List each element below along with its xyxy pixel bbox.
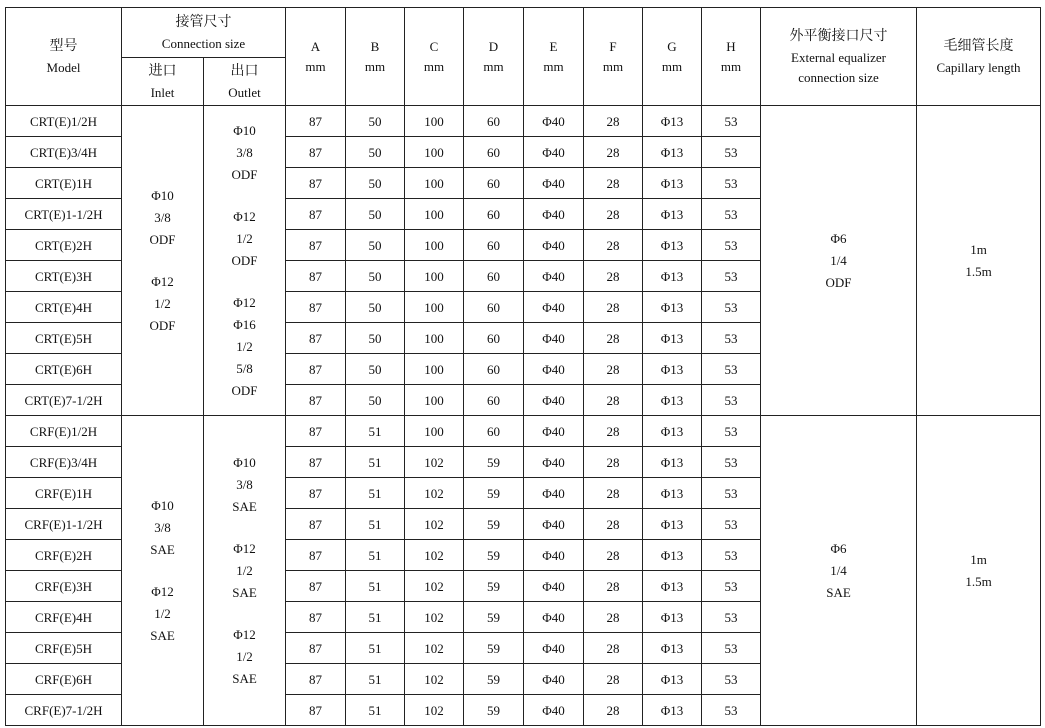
outlet-cell-line: ODF — [231, 252, 258, 268]
outlet-cell-line: 3/8 — [236, 144, 253, 160]
model-cell: CRF(E)1-1/2H — [6, 509, 122, 540]
outlet-cell-line: 1/2 — [236, 562, 253, 578]
dim-letter: E — [549, 38, 558, 54]
dim-value-cell: Φ40 — [524, 199, 584, 230]
model-cell: CRT(E)5H — [6, 323, 122, 354]
dim-value-cell: 50 — [346, 106, 405, 137]
outlet-cell-line: 1/2 — [236, 648, 253, 664]
dim-value-cell: 87 — [286, 137, 346, 168]
dim-value-cell: Φ40 — [524, 416, 584, 447]
dim-value-cell: 28 — [584, 261, 643, 292]
dim-value-cell: Φ40 — [524, 230, 584, 261]
dim-value-cell: 50 — [346, 261, 405, 292]
dim-value-cell: 59 — [464, 571, 524, 602]
inlet-cell-line: Φ10 — [151, 187, 174, 203]
equalizer-cell-line: Φ6 — [830, 230, 847, 246]
model-cell: CRF(E)2H — [6, 540, 122, 571]
model-cell: CRF(E)4H — [6, 602, 122, 633]
dim-value-cell: Φ40 — [524, 137, 584, 168]
model-cell: CRT(E)3/4H — [6, 137, 122, 168]
equalizer-cell-line: ODF — [825, 274, 852, 290]
inlet-cell-line — [122, 251, 203, 271]
dim-value-cell: 28 — [584, 106, 643, 137]
dim-value-cell: 51 — [346, 695, 405, 726]
capillary-cell-line: 1m — [970, 241, 987, 257]
capillary-cell — [917, 106, 1041, 416]
outlet-cell-line — [204, 186, 285, 206]
dim-value-cell: Φ40 — [524, 385, 584, 416]
dim-value-cell: Φ40 — [524, 664, 584, 695]
inlet-cell-line — [122, 561, 203, 581]
dim-unit: mm — [423, 58, 445, 74]
dim-value-cell: 102 — [405, 478, 464, 509]
equalizer-cell-line: 1/4 — [830, 252, 847, 268]
model-cell: CRT(E)1-1/2H — [6, 199, 122, 230]
inlet-cell-line: Φ12 — [151, 583, 174, 599]
dim-value-cell: 60 — [464, 416, 524, 447]
outlet-cell-line: ODF — [231, 166, 258, 182]
inlet-cell-line: 1/2 — [154, 605, 171, 621]
dim-value-cell: Φ13 — [643, 664, 702, 695]
dim-value-cell: 100 — [405, 354, 464, 385]
equalizer-cell — [761, 106, 917, 416]
dim-value-cell: 53 — [702, 602, 761, 633]
dim-value-cell: 100 — [405, 323, 464, 354]
dim-value-cell: 59 — [464, 695, 524, 726]
inlet-cell — [122, 106, 204, 416]
inlet-header-en: Inlet — [150, 84, 175, 100]
dim-value-cell: Φ13 — [643, 602, 702, 633]
equalizer-cell-line: Φ6 — [830, 540, 847, 556]
inlet-cell-line: ODF — [149, 317, 176, 333]
equalizer-cell-line: 1/4 — [830, 562, 847, 578]
dim-value-cell: Φ40 — [524, 447, 584, 478]
model-header — [6, 8, 122, 106]
model-cell: CRT(E)3H — [6, 261, 122, 292]
model-cell: CRT(E)2H — [6, 230, 122, 261]
dim-value-cell: Φ13 — [643, 478, 702, 509]
capillary-header — [917, 8, 1041, 106]
inlet-cell-line: 3/8 — [154, 209, 171, 225]
dim-unit: mm — [483, 58, 504, 74]
equalizer-cell-line: SAE — [826, 584, 851, 600]
dim-value-cell: 87 — [286, 230, 346, 261]
model-cell: CRF(E)7-1/2H — [6, 695, 122, 726]
dim-value-cell: 87 — [286, 385, 346, 416]
dim-value-cell: 28 — [584, 199, 643, 230]
dim-value-cell: Φ13 — [643, 323, 702, 354]
capillary-header-en: Capillary length — [936, 59, 1021, 75]
inlet-cell-line: 3/8 — [154, 519, 171, 535]
outlet-cell-line: Φ10 — [233, 122, 256, 138]
inlet-cell-line: SAE — [150, 627, 175, 643]
dim-value-cell: 53 — [702, 478, 761, 509]
model-cell: CRF(E)3H — [6, 571, 122, 602]
model-cell: CRF(E)1H — [6, 478, 122, 509]
inlet-cell-line: Φ10 — [151, 497, 174, 513]
dim-value-cell: 87 — [286, 354, 346, 385]
dim-value-cell: 59 — [464, 478, 524, 509]
dim-value-cell: Φ13 — [643, 106, 702, 137]
dim-letter: B — [370, 38, 380, 54]
dim-value-cell: 100 — [405, 168, 464, 199]
outlet-cell-line: ODF — [231, 382, 258, 398]
dim-value-cell: 28 — [584, 571, 643, 602]
dim-value-cell: 53 — [702, 323, 761, 354]
equalizer-header-en2: connection size — [798, 69, 879, 85]
dim-value-cell: 59 — [464, 509, 524, 540]
capillary-cell-line: 1.5m — [965, 573, 992, 589]
capillary-cell-line: 1.5m — [965, 263, 992, 279]
dim-value-cell: 100 — [405, 199, 464, 230]
dim-unit: mm — [364, 58, 386, 74]
outlet-cell-line: Φ12 — [233, 294, 256, 310]
dim-value-cell: 50 — [346, 168, 405, 199]
inlet-header — [122, 58, 204, 106]
dim-value-cell: 53 — [702, 571, 761, 602]
equalizer-header — [761, 8, 917, 106]
dim-value-cell: 87 — [286, 261, 346, 292]
dim-value-cell: 60 — [464, 168, 524, 199]
dim-value-cell: 51 — [346, 447, 405, 478]
dim-value-cell: 51 — [346, 509, 405, 540]
dim-value-cell: 60 — [464, 230, 524, 261]
dim-value-cell: 50 — [346, 137, 405, 168]
dim-letter: C — [429, 38, 439, 54]
dim-value-cell: 100 — [405, 385, 464, 416]
dim-value-cell: Φ40 — [524, 106, 584, 137]
dim-value-cell: 53 — [702, 447, 761, 478]
outlet-cell-line: 1/2 — [236, 230, 253, 246]
dim-value-cell: Φ40 — [524, 168, 584, 199]
dim-value-cell: 102 — [405, 509, 464, 540]
equalizer-header-en1: External equalizer — [791, 49, 886, 65]
dim-value-cell: 53 — [702, 168, 761, 199]
outlet-cell-line: 1/2 — [236, 338, 253, 354]
connection-size-header — [122, 8, 286, 58]
dim-value-cell: 60 — [464, 137, 524, 168]
outlet-header — [204, 58, 286, 106]
dim-value-cell: Φ13 — [643, 416, 702, 447]
dim-value-cell: 28 — [584, 695, 643, 726]
dim-value-cell: 60 — [464, 261, 524, 292]
dim-value-cell: 87 — [286, 199, 346, 230]
dim-value-cell: 28 — [584, 292, 643, 323]
dim-header-e — [524, 8, 584, 106]
dim-value-cell: 59 — [464, 664, 524, 695]
outlet-cell-line: Φ12 — [233, 540, 256, 556]
inlet-cell-line: SAE — [150, 541, 175, 557]
dim-value-cell: 60 — [464, 385, 524, 416]
dim-value-cell: 87 — [286, 540, 346, 571]
dim-value-cell: 100 — [405, 106, 464, 137]
outlet-cell-line — [204, 604, 285, 624]
dim-value-cell: 28 — [584, 540, 643, 571]
dim-value-cell: 59 — [464, 602, 524, 633]
dim-value-cell: Φ13 — [643, 571, 702, 602]
dim-value-cell: 51 — [346, 633, 405, 664]
dim-value-cell: 28 — [584, 230, 643, 261]
dim-letter: D — [488, 38, 499, 54]
equalizer-header-cn: 外平衡接口尺寸 — [789, 28, 888, 44]
dim-value-cell: 53 — [702, 509, 761, 540]
dim-value-cell: Φ13 — [643, 261, 702, 292]
dim-value-cell: 60 — [464, 106, 524, 137]
dim-header-h — [702, 8, 761, 106]
dim-value-cell: 51 — [346, 478, 405, 509]
dim-value-cell: 100 — [405, 292, 464, 323]
dim-value-cell: Φ13 — [643, 447, 702, 478]
model-cell: CRF(E)3/4H — [6, 447, 122, 478]
dim-value-cell: 87 — [286, 571, 346, 602]
dim-value-cell: Φ40 — [524, 292, 584, 323]
dim-value-cell: 59 — [464, 633, 524, 664]
dim-value-cell: 60 — [464, 292, 524, 323]
dim-value-cell: 87 — [286, 509, 346, 540]
dim-header-c — [405, 8, 464, 106]
dim-unit: mm — [543, 58, 564, 74]
dim-value-cell: 53 — [702, 137, 761, 168]
dim-value-cell: 53 — [702, 416, 761, 447]
dim-value-cell: 51 — [346, 664, 405, 695]
dim-value-cell: Φ13 — [643, 354, 702, 385]
dim-value-cell: 51 — [346, 540, 405, 571]
inlet-cell-line: ODF — [149, 231, 176, 247]
dim-value-cell: Φ13 — [643, 385, 702, 416]
model-cell: CRT(E)1H — [6, 168, 122, 199]
dim-value-cell: Φ13 — [643, 199, 702, 230]
dim-value-cell: 50 — [346, 230, 405, 261]
dim-value-cell: 87 — [286, 447, 346, 478]
dim-header-b — [346, 8, 405, 106]
dim-value-cell: 87 — [286, 478, 346, 509]
dim-value-cell: Φ13 — [643, 230, 702, 261]
dim-value-cell: 53 — [702, 354, 761, 385]
dim-value-cell: 100 — [405, 416, 464, 447]
dim-value-cell: 60 — [464, 199, 524, 230]
model-cell: CRT(E)1/2H — [6, 106, 122, 137]
dim-value-cell: 87 — [286, 633, 346, 664]
dim-value-cell: 28 — [584, 602, 643, 633]
dim-value-cell: 53 — [702, 664, 761, 695]
dim-value-cell: Φ40 — [524, 478, 584, 509]
dim-value-cell: 28 — [584, 416, 643, 447]
outlet-cell-line: 5/8 — [236, 360, 253, 376]
inlet-cell-line: 1/2 — [154, 295, 171, 311]
dim-value-cell: 50 — [346, 354, 405, 385]
outlet-cell-line: SAE — [232, 670, 257, 686]
dim-value-cell: 50 — [346, 292, 405, 323]
dim-value-cell: Φ40 — [524, 602, 584, 633]
model-header-cn: 型号 — [49, 38, 78, 54]
dim-value-cell: Φ40 — [524, 633, 584, 664]
inlet-header-cn: 进口 — [148, 63, 177, 79]
dim-value-cell: 28 — [584, 633, 643, 664]
dim-value-cell: 87 — [286, 664, 346, 695]
dim-value-cell: Φ40 — [524, 323, 584, 354]
capillary-cell-line: 1m — [970, 551, 987, 567]
table-row — [6, 416, 1041, 447]
dim-letter: H — [726, 38, 736, 54]
dim-value-cell: 59 — [464, 540, 524, 571]
dim-header-a — [286, 8, 346, 106]
spec-table — [5, 7, 1041, 726]
dim-value-cell: 51 — [346, 416, 405, 447]
outlet-cell-line: Φ12 — [233, 626, 256, 642]
dim-value-cell: Φ40 — [524, 261, 584, 292]
dim-value-cell: 87 — [286, 106, 346, 137]
dim-value-cell: 53 — [702, 540, 761, 571]
dim-value-cell: 87 — [286, 292, 346, 323]
dim-value-cell: 102 — [405, 633, 464, 664]
dim-value-cell: 50 — [346, 385, 405, 416]
model-cell: CRT(E)6H — [6, 354, 122, 385]
dim-header-d — [464, 8, 524, 106]
dim-unit: mm — [661, 58, 683, 74]
dim-value-cell: 28 — [584, 137, 643, 168]
dim-value-cell: Φ40 — [524, 571, 584, 602]
outlet-cell-line: 3/8 — [236, 476, 253, 492]
outlet-cell — [204, 416, 286, 726]
dim-value-cell: 51 — [346, 602, 405, 633]
model-cell: CRF(E)5H — [6, 633, 122, 664]
dim-value-cell: Φ40 — [524, 354, 584, 385]
model-cell: CRT(E)4H — [6, 292, 122, 323]
table-header — [6, 8, 1041, 106]
dim-value-cell: 60 — [464, 354, 524, 385]
equalizer-cell — [761, 416, 917, 726]
dim-value-cell: 59 — [464, 447, 524, 478]
outlet-cell — [204, 106, 286, 416]
table-body — [6, 106, 1041, 726]
dim-value-cell: 50 — [346, 199, 405, 230]
dim-letter: A — [310, 38, 321, 54]
dim-letter: F — [609, 38, 617, 54]
dim-value-cell: 28 — [584, 323, 643, 354]
dim-value-cell: 28 — [584, 509, 643, 540]
connection-size-header-en: Connection size — [161, 35, 246, 51]
dim-value-cell: 87 — [286, 695, 346, 726]
dim-value-cell: Φ13 — [643, 137, 702, 168]
dim-unit: mm — [720, 58, 742, 74]
dim-value-cell: 53 — [702, 230, 761, 261]
dim-letter: G — [667, 38, 677, 54]
dim-value-cell: Φ40 — [524, 695, 584, 726]
dim-value-cell: 53 — [702, 385, 761, 416]
dim-value-cell: 28 — [584, 354, 643, 385]
dim-value-cell: 28 — [584, 385, 643, 416]
dim-value-cell: Φ13 — [643, 168, 702, 199]
connection-size-header-cn: 接管尺寸 — [175, 14, 232, 30]
model-cell: CRT(E)7-1/2H — [6, 385, 122, 416]
dim-value-cell: 102 — [405, 664, 464, 695]
dim-unit: mm — [305, 58, 326, 74]
dim-value-cell: 28 — [584, 478, 643, 509]
dim-value-cell: 100 — [405, 230, 464, 261]
dim-value-cell: 51 — [346, 571, 405, 602]
dim-value-cell: 28 — [584, 168, 643, 199]
dim-value-cell: 102 — [405, 602, 464, 633]
dim-value-cell: Φ13 — [643, 292, 702, 323]
dim-value-cell: Φ13 — [643, 695, 702, 726]
dim-value-cell: 53 — [702, 633, 761, 664]
capillary-header-cn: 毛细管长度 — [943, 38, 1014, 54]
inlet-cell-line: Φ12 — [151, 273, 174, 289]
dim-value-cell: 50 — [346, 323, 405, 354]
outlet-cell-line — [204, 272, 285, 292]
dim-value-cell: 53 — [702, 695, 761, 726]
dim-value-cell: 87 — [286, 323, 346, 354]
model-cell: CRF(E)6H — [6, 664, 122, 695]
dim-value-cell: 53 — [702, 292, 761, 323]
dim-value-cell: 102 — [405, 447, 464, 478]
dim-header-g — [643, 8, 702, 106]
outlet-header-en: Outlet — [228, 84, 261, 100]
dim-value-cell: 102 — [405, 695, 464, 726]
dim-value-cell: 102 — [405, 540, 464, 571]
outlet-cell-line: Φ12 — [233, 208, 256, 224]
dim-header-f — [584, 8, 643, 106]
dim-value-cell: 100 — [405, 261, 464, 292]
outlet-cell-line — [204, 518, 285, 538]
outlet-cell-line: SAE — [232, 498, 257, 514]
capillary-cell — [917, 416, 1041, 726]
dim-value-cell: Φ13 — [643, 540, 702, 571]
dim-value-cell: Φ13 — [643, 633, 702, 664]
model-header-en: Model — [46, 59, 81, 75]
dim-value-cell: 102 — [405, 571, 464, 602]
dim-value-cell: 53 — [702, 106, 761, 137]
dim-value-cell: 87 — [286, 602, 346, 633]
dim-unit: mm — [602, 58, 624, 74]
outlet-cell-line: Φ10 — [233, 454, 256, 470]
dim-value-cell: 28 — [584, 664, 643, 695]
dim-value-cell: Φ40 — [524, 540, 584, 571]
model-cell: CRF(E)1/2H — [6, 416, 122, 447]
dim-value-cell: 28 — [584, 447, 643, 478]
dim-value-cell: 53 — [702, 261, 761, 292]
table-row — [6, 106, 1041, 137]
dim-value-cell: 53 — [702, 199, 761, 230]
outlet-cell-line: Φ16 — [233, 316, 256, 332]
dim-value-cell: 100 — [405, 137, 464, 168]
inlet-cell — [122, 416, 204, 726]
outlet-header-cn: 出口 — [230, 63, 259, 79]
dim-value-cell: 60 — [464, 323, 524, 354]
dim-value-cell: Φ13 — [643, 509, 702, 540]
outlet-cell-line: SAE — [232, 584, 257, 600]
dim-value-cell: 87 — [286, 416, 346, 447]
dim-value-cell: Φ40 — [524, 509, 584, 540]
dim-value-cell: 87 — [286, 168, 346, 199]
